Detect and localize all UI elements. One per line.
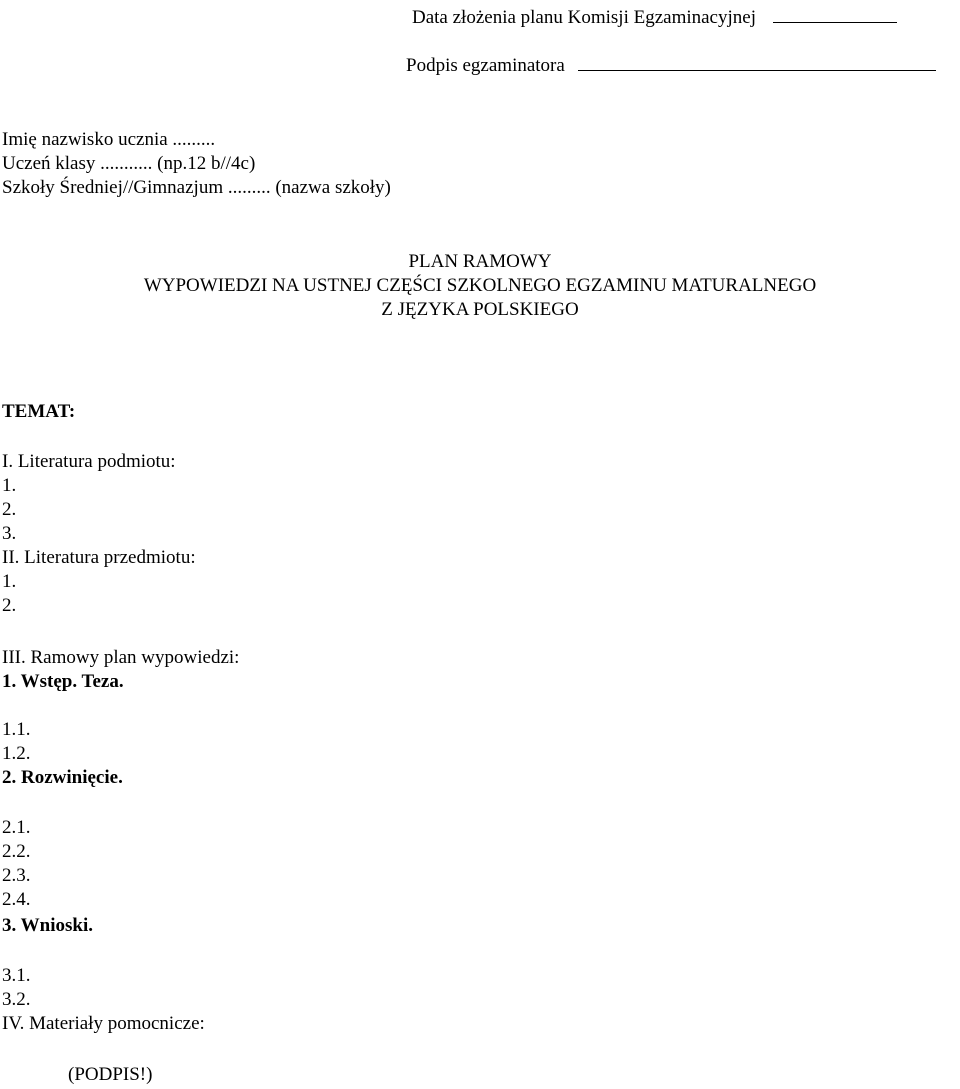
lit-object-item: 2. [2, 595, 17, 616]
lit-subject-item: 1. [2, 475, 17, 496]
submission-date-blank[interactable] [773, 2, 897, 23]
plan-body-item: 2.3. [2, 865, 31, 886]
student-class-line: Uczeń klasy ........... (np.12 b//4c) [2, 153, 256, 174]
title-line-3: Z JĘZYKA POLSKIEGO [381, 299, 579, 320]
submission-date-row [412, 2, 897, 31]
plan-body-item: 2.4. [2, 889, 31, 910]
lit-subject-item: 2. [2, 499, 17, 520]
plan-body-heading: 2. Rozwinięcie. [2, 767, 123, 788]
lit-object-item: 1. [2, 571, 17, 592]
section-plan-heading: III. Ramowy plan wypowiedzi: [2, 647, 240, 668]
examiner-signature-row [406, 50, 936, 79]
plan-body-item: 2.1. [2, 817, 31, 838]
section-aids-heading: IV. Materiały pomocnicze: [2, 1013, 205, 1034]
title-line-2: WYPOWIEDZI NA USTNEJ CZĘŚCI SZKOLNEGO EGZAMINU MATURALNEGO [143, 275, 817, 296]
section-lit-object-heading: II. Literatura przedmiotu: [2, 547, 196, 568]
plan-body-item: 2.2. [2, 841, 31, 862]
submission-date-label: Data złożenia planu Komisji Egzaminacyjnej [412, 7, 756, 28]
signature-label: (PODPIS!) [68, 1064, 153, 1085]
topic-label: TEMAT: [2, 401, 76, 422]
plan-intro-item: 1.2. [2, 743, 31, 764]
plan-conclusion-heading: 3. Wnioski. [2, 915, 93, 936]
student-school-line: Szkoły Średniej//Gimnazjum ......... (nazwa szkoły) [2, 177, 391, 198]
plan-intro-heading: 1. Wstęp. Teza. [2, 671, 124, 692]
examiner-signature-blank[interactable] [578, 50, 936, 71]
student-name-line: Imię nazwisko ucznia ......... [2, 129, 216, 150]
plan-intro-item: 1.1. [2, 719, 31, 740]
lit-subject-item: 3. [2, 523, 17, 544]
plan-conclusion-item: 3.1. [2, 965, 31, 986]
examiner-signature-label: Podpis egzaminatora [406, 55, 565, 76]
plan-conclusion-item: 3.2. [2, 989, 31, 1010]
section-lit-subject-heading: I. Literatura podmiotu: [2, 451, 176, 472]
title-line-1: PLAN RAMOWY [408, 251, 552, 272]
